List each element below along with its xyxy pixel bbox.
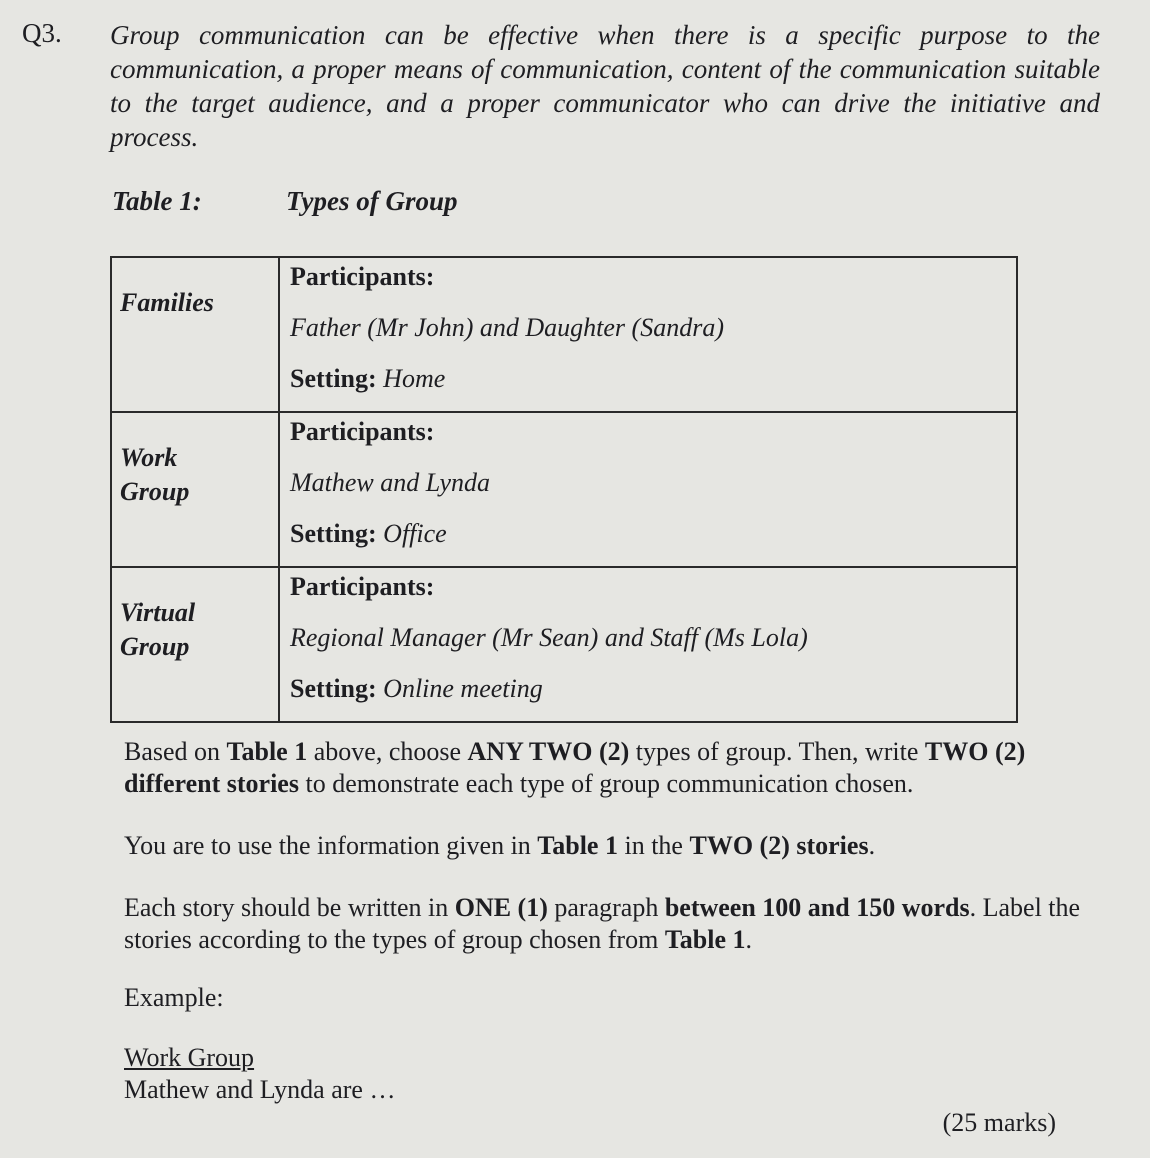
text: . xyxy=(745,925,752,954)
instruction-paragraph-3 xyxy=(124,892,1084,956)
instruction-paragraph-1 xyxy=(124,736,1084,800)
question-intro: Group communication can be effective when there is a specific purpose to the communication, a proper means of communication, content of the communication suitable to the target audience, and a proper communicator who can drive the initiative and process. xyxy=(110,20,1100,152)
group-type-name: Families xyxy=(120,288,214,317)
group-type-name: Virtual Group xyxy=(120,598,196,661)
bold-text: ONE (1) xyxy=(454,893,548,922)
bold-text: Table 1 xyxy=(226,737,308,766)
setting-line xyxy=(290,515,1006,566)
marks-label: (25 marks) xyxy=(942,1108,1056,1137)
group-type-cell xyxy=(111,412,279,567)
bold-text: TWO (2) different stories xyxy=(124,737,1026,798)
setting-line xyxy=(290,670,1006,721)
bold-text: TWO (2) stories xyxy=(689,831,869,860)
instruction-paragraph-2 xyxy=(124,830,1084,862)
bold-text: between 100 and 150 words xyxy=(664,893,970,922)
bold-text: Table 1 xyxy=(664,925,746,954)
participants-value: Father (Mr John) and Daughter (Sandra) xyxy=(290,313,724,342)
table-caption-title: Types of Group xyxy=(286,186,458,216)
bold-text: Table 1 xyxy=(537,831,618,860)
text: paragraph xyxy=(547,893,665,922)
table-row xyxy=(111,567,1017,722)
setting-line xyxy=(290,360,1006,411)
text: You are to use the information given in xyxy=(124,831,538,860)
text: . xyxy=(868,831,876,860)
bold-text: ANY TWO (2) xyxy=(467,737,630,766)
group-types-table xyxy=(110,256,1018,723)
setting-value: Office xyxy=(383,519,447,548)
group-type-cell xyxy=(111,257,279,412)
question-number: Q3. xyxy=(22,18,62,48)
text: Based on xyxy=(124,737,227,766)
table-row xyxy=(111,412,1017,567)
example-text: Mathew and Lynda are … xyxy=(124,1075,396,1104)
participants-value: Regional Manager (Mr Sean) and Staff (Ms Lola) xyxy=(290,623,808,652)
group-info-cell xyxy=(279,257,1017,412)
participants-label: Participants: xyxy=(290,572,435,601)
table-row xyxy=(111,257,1017,412)
group-info-cell xyxy=(279,567,1017,722)
group-type-cell xyxy=(111,567,279,722)
setting-value: Online meeting xyxy=(383,674,543,703)
example-label: Example: xyxy=(124,983,224,1012)
group-type-name: Work Group xyxy=(120,443,190,506)
participants-label: Participants: xyxy=(290,262,435,291)
text: to demonstrate each type of group communication chosen. xyxy=(298,769,914,798)
setting-label: Setting: xyxy=(290,674,377,703)
text: Each story should be written in xyxy=(124,893,455,922)
setting-value: Home xyxy=(383,364,446,393)
text: types of group. Then, write xyxy=(629,737,925,766)
setting-label: Setting: xyxy=(290,364,377,393)
group-info-cell xyxy=(279,412,1017,567)
participants-label: Participants: xyxy=(290,417,435,446)
text: . Label the stories according to the types of group chosen from xyxy=(124,893,1081,954)
participants-value: Mathew and Lynda xyxy=(290,468,490,497)
text: in the xyxy=(617,831,690,860)
table-caption-label: Table 1: xyxy=(112,186,202,216)
setting-label: Setting: xyxy=(290,519,377,548)
example-heading: Work Group xyxy=(124,1043,255,1072)
text: above, choose xyxy=(307,737,468,766)
